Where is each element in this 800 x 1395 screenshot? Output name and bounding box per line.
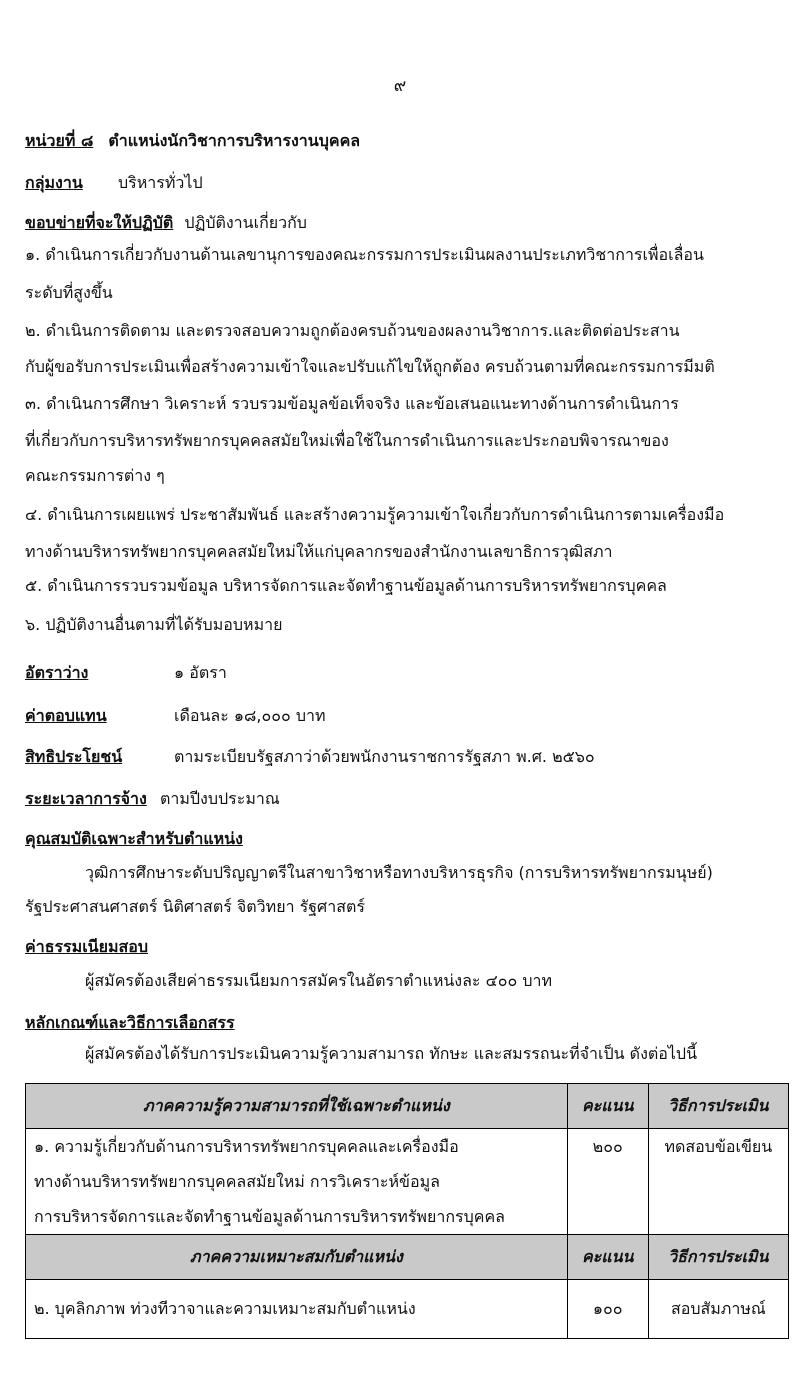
- row-line: ๒. บุคลิกภาพ ท่วงทีวาจาและความเหมาะสมกับตำแหน่ง: [34, 1298, 416, 1318]
- row-line: ทางด้านบริหารทรัพยากรบุคคลสมัยใหม่ การวิเคราะห์ข้อมูล: [34, 1172, 440, 1191]
- duties-heading: [25, 212, 307, 234]
- criteria-heading: [25, 1012, 235, 1034]
- duty-line: ๔. ดำเนินการเผยแพร่ ประชาสัมพันธ์ และสร้างความรู้ความเข้าใจเกี่ยวกับการดำเนินการตามเครื่องมือ: [25, 505, 725, 524]
- criteria-label: หลักเกณฑ์และวิธีการเลือกสรร: [25, 1013, 235, 1032]
- period-value: ตามปีงบประมาณ: [159, 789, 280, 808]
- duty-line: ๓. ดำเนินการศึกษา วิเคราะห์ รวบรวมข้อมูลข้อเท็จจริง และข้อเสนอแนะทางด้านการดำเนินการ: [25, 394, 679, 413]
- duty-line: ที่เกี่ยวกับการบริหารทรัพยากรบุคคลสมัยใหม่เพื่อใช้ในการดำเนินการและประกอบพิจารณาของ: [25, 431, 669, 450]
- header-score: คะแนน: [567, 1235, 648, 1280]
- group-value: บริหารทั่วไป: [118, 173, 203, 192]
- salary-row: [25, 705, 107, 727]
- fee-heading: [25, 936, 148, 958]
- header-method: วิธีการประเมิน: [648, 1084, 788, 1129]
- table-row: [26, 1280, 789, 1339]
- table-header-row: [26, 1235, 789, 1280]
- salary-label: ค่าตอบแทน: [25, 706, 107, 725]
- qualification-label: คุณสมบัติเฉพาะสำหรับตำแหน่ง: [25, 829, 243, 848]
- group-label: กลุ่มงาน: [25, 173, 83, 192]
- duty-line: ๒. ดำเนินการติดตาม และตรวจสอบความถูกต้องครบถ้วนของผลงานวิชาการ.และติดต่อประสาน: [25, 321, 680, 340]
- row-line: ๑. ความรู้เกี่ยวกับด้านการบริหารทรัพยากรบุคคลและเครื่องมือ: [34, 1137, 459, 1156]
- vacancy-value: ๑ อัตรา: [174, 663, 227, 682]
- period-label: ระยะเวลาการจ้าง: [25, 789, 147, 808]
- criteria-table: [25, 1083, 789, 1339]
- duty-line: กับผู้ขอรับการประเมินเพื่อสร้างความเข้าใจและปรับแก้ไขให้ถูกต้อง ครบถ้วนตามที่คณะกรรมการมีมติ: [25, 357, 715, 376]
- vacancy-label: อัตราว่าง: [25, 663, 89, 682]
- duty-line: ระดับที่สูงขึ้น: [25, 283, 113, 302]
- row-line: การบริหารจัดการและจัดทำฐานข้อมูลด้านการบริหารทรัพยากรบุคคล: [34, 1207, 505, 1226]
- duty-line: ทางด้านบริหารทรัพยากรบุคคลสมัยใหม่ให้แก่บุคลากรของสำนักงานเลขาธิการวุฒิสภา: [25, 542, 613, 561]
- duties-intro: ปฏิบัติงานเกี่ยวกับ: [184, 213, 307, 232]
- duty-line: คณะกรรมการต่าง ๆ: [25, 466, 165, 485]
- duties-label: ขอบข่ายที่จะให้ปฏิบัติ: [25, 213, 174, 232]
- benefits-row: [25, 746, 122, 768]
- unit-heading: [25, 130, 360, 152]
- duty-line: ๖. ปฏิบัติงานอื่นตามที่ได้รับมอบหมาย: [25, 615, 283, 634]
- qualification-line: รัฐประศาสนศาสตร์ นิติศาสตร์ จิตวิทยา รัฐศาสตร์: [25, 897, 365, 916]
- criteria-text: ผู้สมัครต้องได้รับการประเมินความรู้ความสามารถ ทักษะ และสมรรถนะที่จำเป็น ดังต่อไปนี้: [85, 1044, 698, 1063]
- benefits-value: ตามระเบียบรัฐสภาว่าด้วยพนักงานราชการรัฐสภา พ.ศ. ๒๕๖๐: [174, 747, 595, 766]
- benefits-label: สิทธิประโยชน์: [25, 747, 123, 766]
- row-score: ๒๐๐: [567, 1129, 648, 1235]
- row-description: [26, 1280, 568, 1339]
- row-method: สอบสัมภาษณ์: [648, 1280, 788, 1339]
- header-score: คะแนน: [567, 1084, 648, 1129]
- unit-title: ตำแหน่งนักวิชาการบริหารงานบุคคล: [108, 131, 361, 150]
- fee-label: ค่าธรรมเนียมสอบ: [25, 937, 149, 956]
- header-method: วิธีการประเมิน: [648, 1235, 788, 1280]
- row-description: [26, 1129, 568, 1235]
- group-row: [25, 172, 83, 194]
- header-part: ภาคความเหมาะสมกับตำแหน่ง: [26, 1235, 568, 1280]
- period-row: [25, 788, 280, 810]
- header-part: ภาคความรู้ความสามารถที่ใช้เฉพาะตำแหน่ง: [26, 1084, 568, 1129]
- qualification-heading: [25, 828, 243, 850]
- duty-line: ๑. ดำเนินการเกี่ยวกับงานด้านเลขานุการของคณะกรรมการประเมินผลงานประเภทวิชาการเพื่อเลื่อน: [25, 245, 704, 264]
- salary-value: เดือนละ ๑๘,๐๐๐ บาท: [174, 706, 326, 725]
- row-score: ๑๐๐: [567, 1280, 648, 1339]
- row-method: ทดสอบข้อเขียน: [648, 1129, 788, 1235]
- vacancy-row: [25, 662, 88, 684]
- unit-label: หน่วยที่ ๘: [25, 131, 94, 150]
- qualification-line: วุฒิการศึกษาระดับปริญญาตรีในสาขาวิชาหรือทางบริหารธุรกิจ (การบริหารทรัพยากรมนุษย์): [85, 863, 713, 882]
- table-header-row: [26, 1084, 789, 1129]
- table-row: [26, 1129, 789, 1235]
- duty-line: ๕. ดำเนินการรวบรวมข้อมูล บริหารจัดการและจัดทำฐานข้อมูลด้านการบริหารทรัพยากรบุคคล: [25, 576, 667, 595]
- fee-text: ผู้สมัครต้องเสียค่าธรรมเนียมการสมัครในอัตราตำแหน่งละ ๔๐๐ บาท: [85, 971, 553, 990]
- page-number: ๙: [393, 76, 407, 96]
